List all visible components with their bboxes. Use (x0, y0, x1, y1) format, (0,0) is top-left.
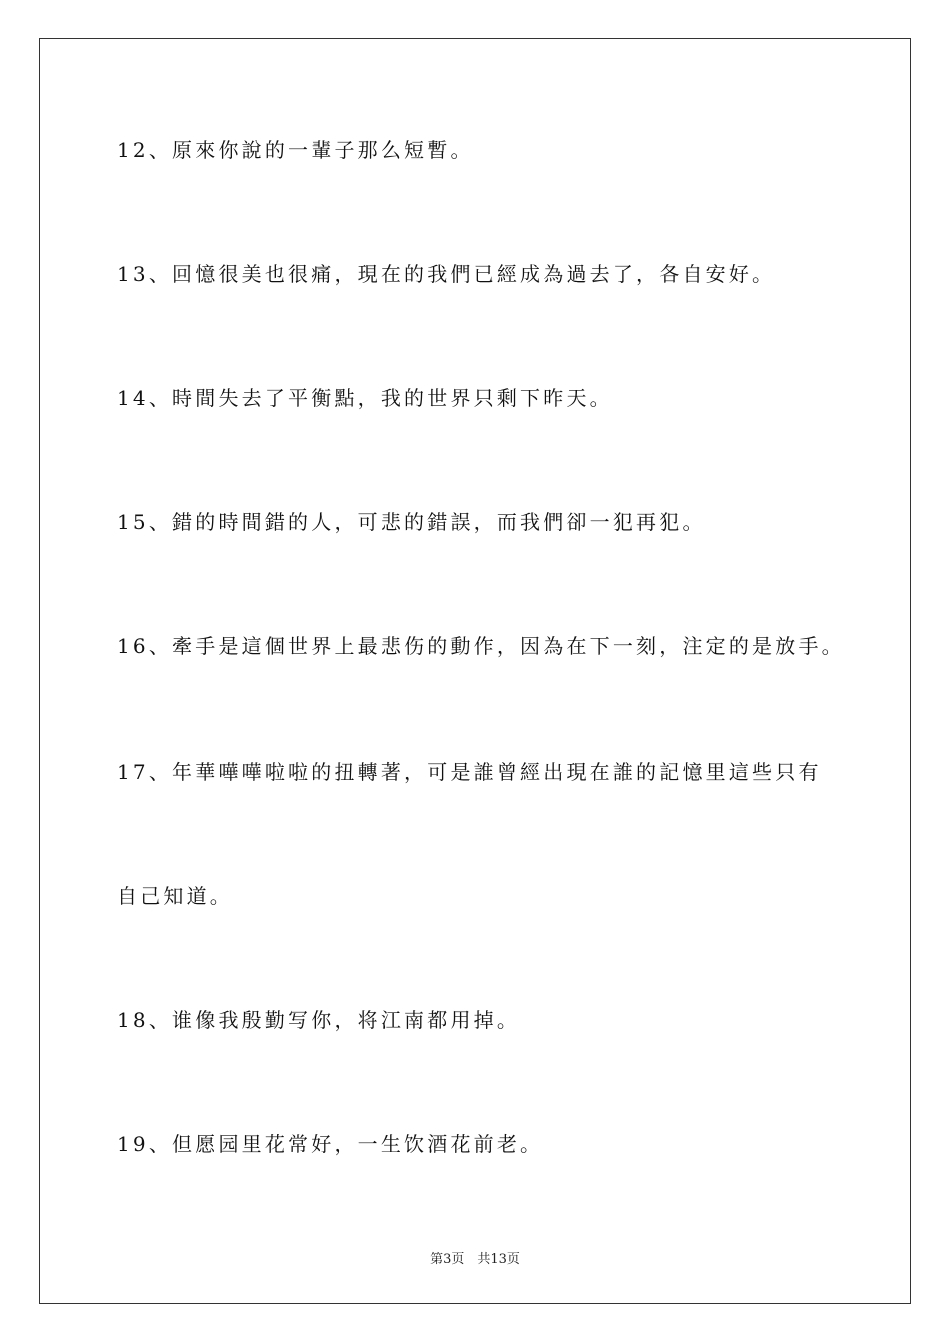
page-frame (39, 38, 911, 1304)
text-line-19: 19、但愿园里花常好，一生饮酒花前老。 (117, 1132, 544, 1156)
text-line-18: 18、谁像我殷勤写你，将江南都用掉。 (117, 1008, 521, 1032)
text-line-17: 17、年華嘩嘩啦啦的扭轉著，可是誰曾經出現在誰的記憶里這些只有 (117, 760, 822, 784)
text-line-12: 12、原來你說的一輩子那么短暫。 (117, 138, 474, 162)
page-number-footer: 第3页 共13页 (430, 1252, 520, 1267)
text-line-15: 15、錯的時間錯的人，可悲的錯誤，而我們卻一犯再犯。 (117, 510, 706, 534)
text-line-14: 14、時間失去了平衡點，我的世界只剩下昨天。 (117, 386, 613, 410)
text-line-17-continued: 自己知道。 (117, 884, 233, 908)
text-line-16: 16、牽手是這個世界上最悲伤的動作，因為在下一刻，注定的是放手。 (117, 634, 845, 658)
text-line-13: 13、回憶很美也很痛，現在的我們已經成為過去了，各自安好。 (117, 262, 776, 286)
